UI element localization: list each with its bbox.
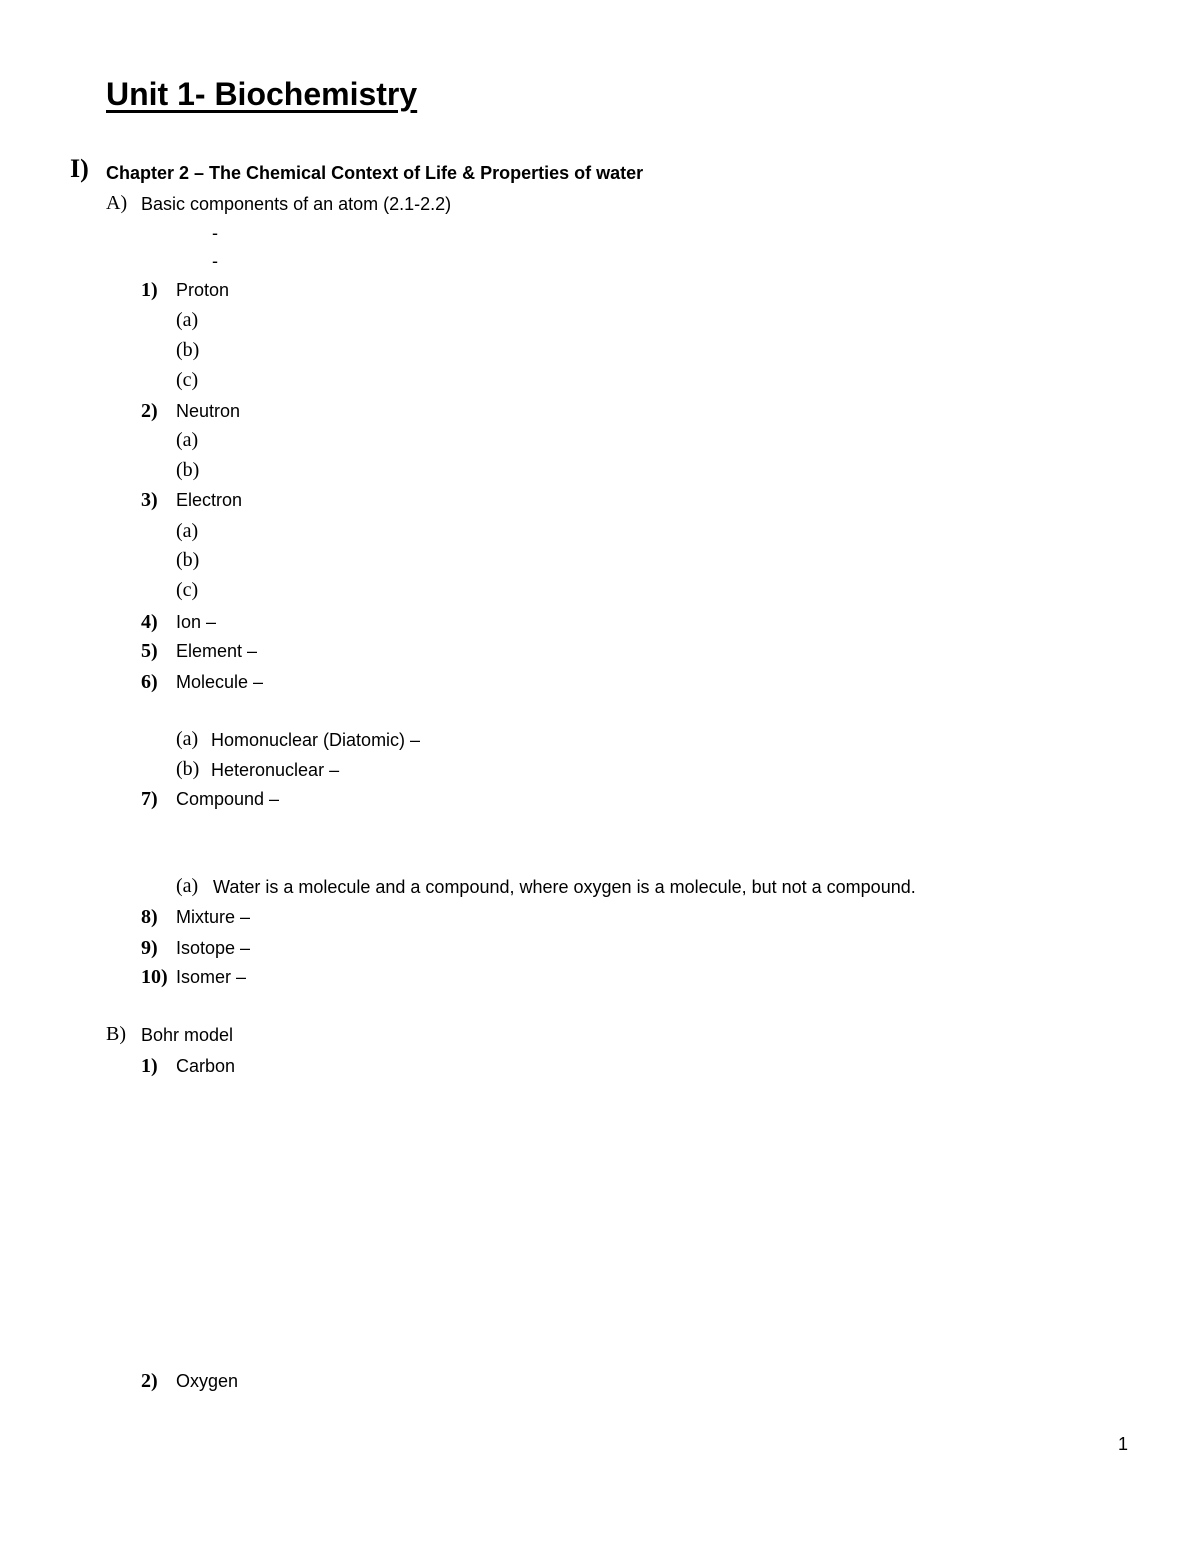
item-label: Element – <box>176 641 258 661</box>
sub-item-text: Homonuclear (Diatomic) – <box>211 730 421 750</box>
item-label: Electron <box>176 490 243 510</box>
sub-item-marker: (b) <box>176 758 200 780</box>
item-label: Neutron <box>176 401 241 421</box>
sub-item-marker: (a) <box>176 520 199 542</box>
subsection-b-text: Bohr model <box>141 1025 234 1045</box>
dash-line: - <box>212 223 218 243</box>
item-number: 1) <box>141 279 158 301</box>
item-label: Oxygen <box>176 1371 239 1391</box>
page-number: 1 <box>1118 1434 1129 1454</box>
sub-item-marker: (a) <box>176 429 199 451</box>
item-label: Isotope – <box>176 938 251 958</box>
item-label: Proton <box>176 280 230 300</box>
sub-item-marker: (c) <box>176 369 199 391</box>
item-label: Molecule – <box>176 672 264 692</box>
item-number: 3) <box>141 489 158 511</box>
item-number: 5) <box>141 640 158 662</box>
item-label: Carbon <box>176 1056 236 1076</box>
item-label: Compound – <box>176 789 280 809</box>
item-number: 6) <box>141 671 158 693</box>
sub-item-marker: (b) <box>176 549 200 571</box>
item-label: Isomer – <box>176 967 247 987</box>
item-number: 7) <box>141 788 158 810</box>
dash-line: - <box>212 251 218 271</box>
item-number: 1) <box>141 1055 158 1077</box>
item-number: 4) <box>141 611 158 633</box>
sub-item-marker: (a) <box>176 875 199 897</box>
subsection-b-marker: B) <box>106 1023 126 1045</box>
sub-item-marker: (c) <box>176 579 199 601</box>
item-number: 8) <box>141 906 158 928</box>
unit-title: Unit 1- Biochemistry <box>106 76 418 112</box>
chapter-heading: Chapter 2 – The Chemical Context of Life & Properties of water <box>106 163 644 183</box>
sub-item-marker: (a) <box>176 309 199 331</box>
item-number: 2) <box>141 1370 158 1392</box>
sub-item-text: Heteronuclear – <box>211 760 340 780</box>
subsection-a-marker: A) <box>106 192 128 214</box>
item-number: 9) <box>141 937 158 959</box>
item-label: Ion – <box>176 612 217 632</box>
sub-item-text: Water is a molecule and a compound, where oxygen is a molecule, but not a compound. <box>213 877 916 897</box>
sub-item-marker: (b) <box>176 339 200 361</box>
item-number: 2) <box>141 400 158 422</box>
item-number: 10) <box>141 966 168 988</box>
sub-item-marker: (b) <box>176 459 200 481</box>
section-marker: I) <box>70 154 89 183</box>
sub-item-marker: (a) <box>176 728 199 750</box>
subsection-a-text: Basic components of an atom (2.1-2.2) <box>141 194 452 214</box>
item-label: Mixture – <box>176 907 251 927</box>
